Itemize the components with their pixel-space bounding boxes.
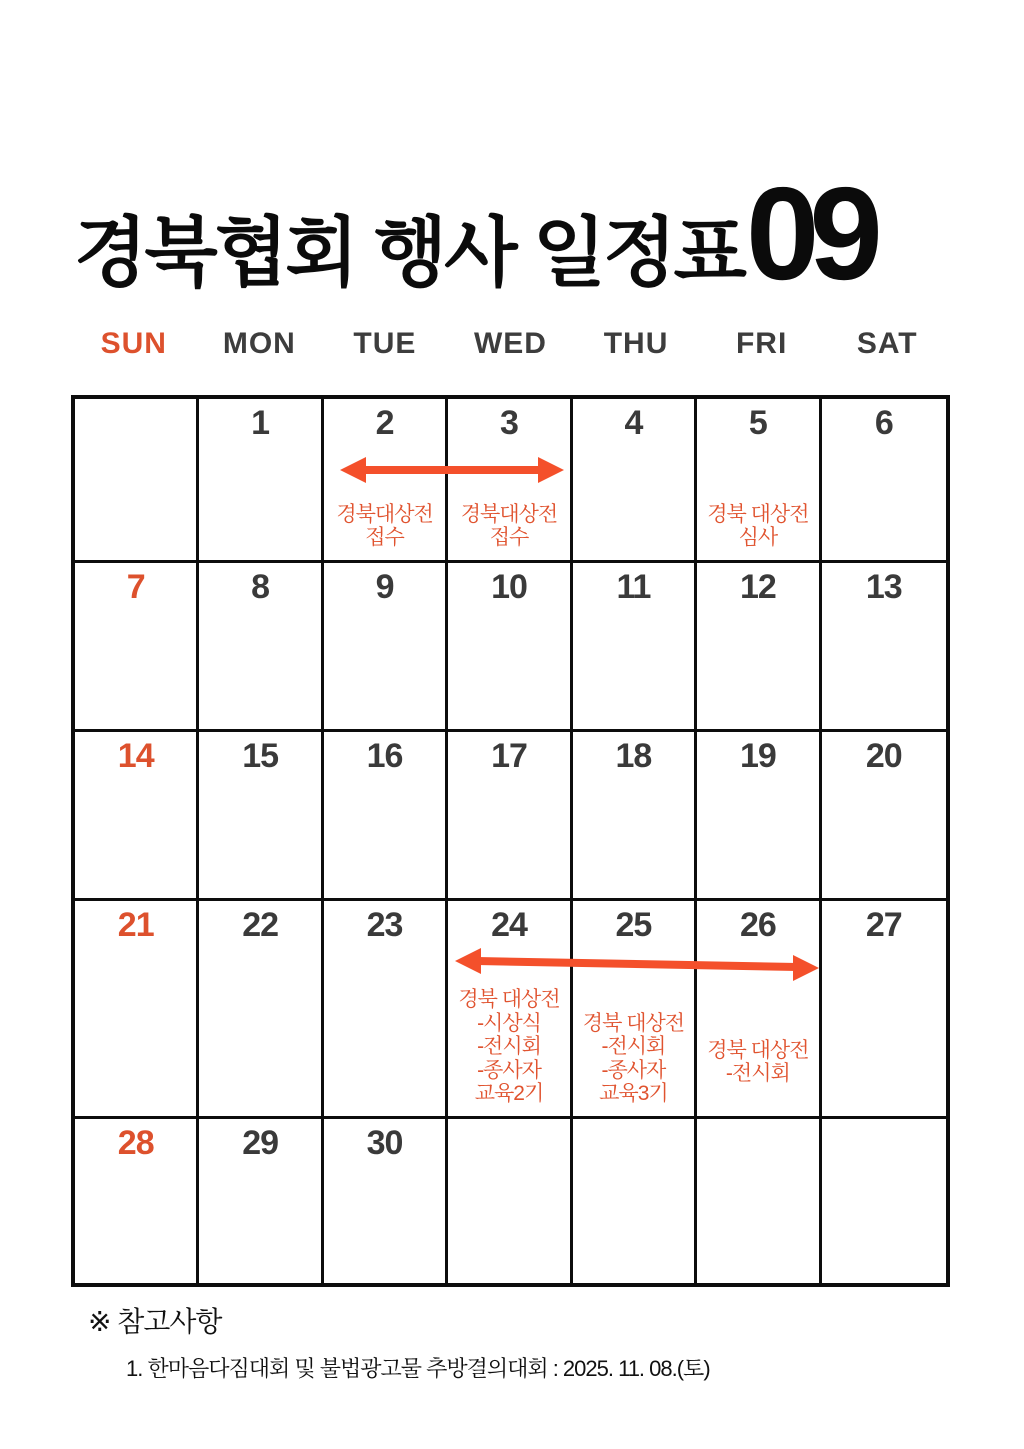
day-number: 26 xyxy=(739,906,776,944)
calendar-cell xyxy=(324,901,448,1119)
event-line: -전시회 xyxy=(477,1035,541,1059)
day-number: 1 xyxy=(251,404,270,442)
calendar-cell xyxy=(75,901,199,1119)
event-line: 경북 대상전 xyxy=(707,1038,809,1062)
calendar-cell xyxy=(573,399,697,563)
event-text xyxy=(448,988,569,1106)
event-line: 경북 대상전 xyxy=(582,1011,685,1035)
day-number: 7 xyxy=(126,568,145,606)
calendar-cell xyxy=(697,399,821,563)
day-number: 14 xyxy=(117,737,154,775)
day-number: 22 xyxy=(242,906,279,944)
page-title-row xyxy=(74,160,954,307)
day-number: 30 xyxy=(366,1124,403,1162)
weekday-label-mon: MON xyxy=(222,327,296,360)
day-number: 2 xyxy=(375,404,394,442)
weekday-label-tue: TUE xyxy=(353,327,417,360)
calendar-cell xyxy=(75,563,199,732)
event-text xyxy=(573,1012,694,1106)
day-number: 9 xyxy=(375,568,394,606)
event-line: 교육2기 xyxy=(474,1082,544,1106)
calendar-cell xyxy=(324,399,448,563)
weekday-label-wed: WED xyxy=(473,327,547,360)
event-line: -전시회 xyxy=(601,1035,666,1059)
event-line: 경북 대상전 xyxy=(458,988,560,1012)
calendar-cell xyxy=(573,732,697,901)
calendar-cell xyxy=(199,901,323,1119)
event-line: 교육3기 xyxy=(599,1082,668,1106)
event-line: -전시회 xyxy=(725,1062,790,1086)
calendar-cell xyxy=(697,732,821,901)
day-number: 19 xyxy=(739,737,776,775)
notes-section xyxy=(88,1300,710,1383)
calendar-cell xyxy=(199,399,323,563)
day-number: 25 xyxy=(615,906,652,944)
day-number xyxy=(448,1119,569,1126)
day-number: 4 xyxy=(624,404,643,442)
event-line: -종사자 xyxy=(477,1058,541,1082)
day-number: 13 xyxy=(865,568,902,606)
weekday-label-thu: THU xyxy=(603,327,669,360)
calendar-cell xyxy=(822,563,946,732)
weekday-label-fri: FRI xyxy=(735,327,788,360)
weekday-label-sun: SUN xyxy=(100,327,167,360)
day-number xyxy=(573,1119,694,1126)
day-number: 17 xyxy=(491,737,527,775)
calendar-cell xyxy=(324,563,448,732)
calendar-cell xyxy=(697,1119,821,1283)
day-number: 27 xyxy=(865,906,902,944)
day-number: 8 xyxy=(251,568,270,606)
day-number: 20 xyxy=(865,737,902,775)
day-number: 18 xyxy=(615,737,652,775)
calendar-cell xyxy=(75,1119,199,1283)
event-line: -종사자 xyxy=(601,1058,666,1082)
event-text xyxy=(324,503,445,550)
calendar-cell xyxy=(75,399,199,563)
day-number: 10 xyxy=(491,568,527,606)
calendar-cell xyxy=(697,563,821,732)
day-number: 28 xyxy=(117,1124,154,1162)
calendar-cell xyxy=(448,901,572,1119)
calendar-cell xyxy=(822,732,946,901)
event-text xyxy=(697,1039,818,1086)
calendar-cell xyxy=(697,901,821,1119)
calendar-cell xyxy=(573,563,697,732)
weekday-header xyxy=(71,327,950,361)
calendar-cell xyxy=(75,732,199,901)
event-line: 심사 xyxy=(738,526,778,550)
day-number: 29 xyxy=(242,1124,279,1162)
calendar-cell xyxy=(448,732,572,901)
day-number: 16 xyxy=(366,737,403,775)
calendar-cell xyxy=(324,732,448,901)
event-text xyxy=(448,503,569,550)
event-line: 접수 xyxy=(365,526,404,550)
day-number: 23 xyxy=(366,906,403,944)
event-line: 경북대상전 xyxy=(336,502,433,526)
event-line: 경북대상전 xyxy=(460,502,558,526)
notes-heading: ※ 참고사항 xyxy=(88,1306,222,1337)
weekday-label-sat: SAT xyxy=(856,327,918,360)
calendar-cell xyxy=(199,563,323,732)
note-item: 1. 한마음다짐대회 및 불법광고물 추방결의대회 : 2025. 11. 08.(토) xyxy=(126,1356,710,1381)
event-line: 접수 xyxy=(489,526,529,550)
event-line: 경북 대상전 xyxy=(707,502,809,526)
event-line: -시상식 xyxy=(477,1011,541,1035)
day-number xyxy=(75,399,196,406)
day-number: 11 xyxy=(616,568,651,606)
day-number: 5 xyxy=(748,404,767,442)
calendar-cell xyxy=(448,1119,572,1283)
day-number: 3 xyxy=(500,404,518,442)
calendar-cell xyxy=(324,1119,448,1283)
calendar-grid xyxy=(71,395,950,1287)
calendar-cell xyxy=(199,1119,323,1283)
day-number xyxy=(697,1119,818,1126)
day-number: 6 xyxy=(874,404,893,442)
calendar-cell xyxy=(822,1119,946,1283)
month-number: 09 xyxy=(745,160,873,307)
day-number: 15 xyxy=(242,737,279,775)
day-number xyxy=(822,1119,946,1126)
calendar-cell xyxy=(448,399,572,563)
calendar-cell xyxy=(822,901,946,1119)
calendar-cell xyxy=(573,1119,697,1283)
calendar-cell xyxy=(573,901,697,1119)
calendar-cell xyxy=(199,732,323,901)
calendar-cell xyxy=(448,563,572,732)
day-number: 21 xyxy=(117,906,154,944)
day-number: 12 xyxy=(739,568,776,606)
day-number: 24 xyxy=(491,906,527,944)
calendar-cell xyxy=(822,399,946,563)
page-title: 경북협회 행사 일정표 xyxy=(74,211,744,296)
event-text xyxy=(697,503,818,550)
